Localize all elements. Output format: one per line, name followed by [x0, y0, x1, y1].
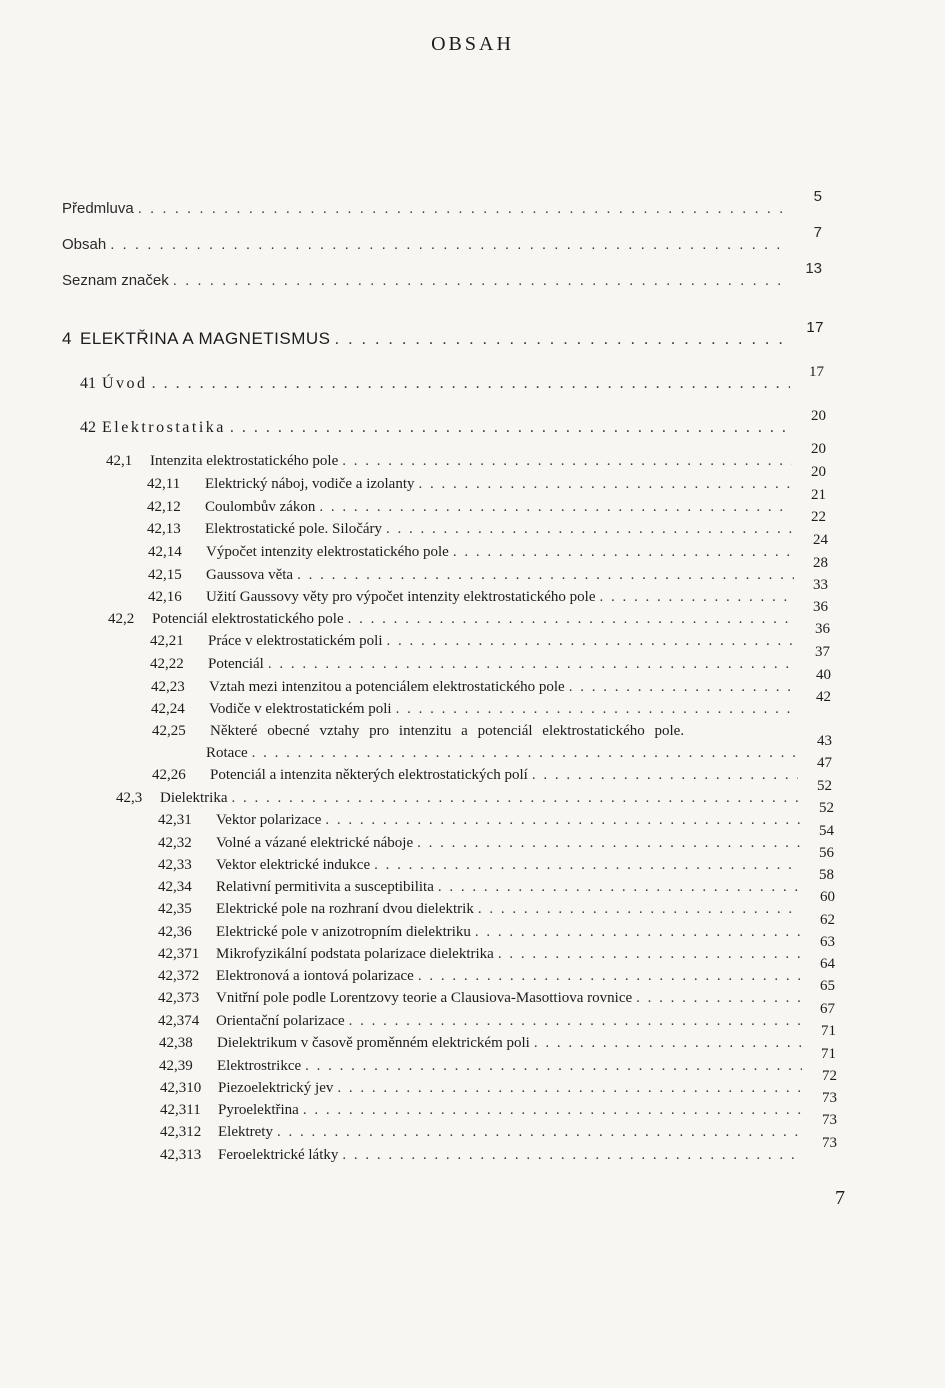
toc-entry-item: [158, 867, 834, 903]
toc-entry-number: 42,21: [150, 633, 184, 649]
dot-leader: [498, 946, 801, 963]
toc-entry-label: Dielektrika: [160, 790, 228, 806]
toc-entry-item: [158, 889, 835, 925]
toc-entry-item: [158, 978, 835, 1014]
toc-entry-number: 42,372: [158, 968, 200, 984]
toc-entry-number: 42,38: [159, 1035, 193, 1051]
toc-entry-label: Elektrostatika: [102, 419, 226, 436]
toc-entry-page: 17: [809, 364, 824, 380]
toc-entry-item: [158, 912, 835, 948]
dot-leader: [534, 1035, 802, 1052]
toc-entry-label: Pyroelektřina: [218, 1102, 299, 1118]
toc-entry-label: Relativní permitivita a susceptibilita: [216, 879, 434, 895]
toc-entry-item: [151, 667, 831, 703]
toc-entry-subsection: [106, 441, 826, 477]
toc-entry-number: 42,312: [160, 1124, 202, 1140]
toc-entry-page: 58: [819, 867, 834, 883]
toc-entry-page: 20: [811, 464, 826, 480]
toc-entry-number: 42,39: [159, 1058, 193, 1074]
toc-entry-page: 71: [821, 1023, 836, 1039]
toc-entry-item: [158, 956, 835, 992]
toc-entry-item: [150, 621, 830, 657]
dot-leader: [152, 375, 790, 393]
dot-leader: [532, 767, 798, 784]
toc-entry-page: 52: [817, 778, 832, 794]
toc-entry-page: 43: [817, 733, 832, 749]
toc-entry-label: ELEKTŘINA A MAGNETISMUS: [80, 329, 331, 348]
toc-entry-section: [80, 408, 826, 443]
toc-entry-label: Vektor elektrické indukce: [216, 857, 371, 873]
toc-entry-number: 42,34: [158, 879, 192, 895]
dot-leader: [268, 656, 796, 673]
dot-leader: [138, 200, 788, 217]
toc-entry-item: [160, 1090, 837, 1126]
toc-entry-label: Elektronová a iontová polarizace: [216, 968, 414, 984]
dot-leader: [599, 589, 794, 606]
toc-entry-page: 28: [813, 555, 828, 571]
toc-entry-number: 42,14: [148, 544, 182, 560]
dot-leader: [342, 1147, 803, 1164]
toc-entry-page: 63: [820, 934, 835, 950]
toc-entry-label: Některé obecné vztahy pro intenzitu a potenciál elektrostatického pole.: [210, 723, 685, 739]
toc-entry-label: Potenciál a intenzita některých elektrostatických polí: [210, 767, 528, 783]
toc-entry-item: [158, 1001, 835, 1037]
dot-leader: [417, 835, 800, 852]
dot-leader: [387, 633, 796, 650]
toc-entry-number: 42,3: [116, 790, 143, 806]
toc-entry-label: Feroelektrické látky: [218, 1147, 339, 1163]
toc-entry-label: Elektrety: [218, 1124, 273, 1140]
toc-entry-page: 24: [813, 532, 828, 548]
toc-entry-page: 67: [820, 1001, 835, 1017]
toc-entry-number: 42,373: [158, 990, 200, 1006]
toc-entry-page: 52: [819, 800, 834, 816]
page-number: 7: [835, 1187, 845, 1209]
toc-entry-number: 4: [62, 329, 72, 348]
toc-entry-page: 64: [820, 956, 835, 972]
toc-entry-page: 60: [820, 889, 835, 905]
toc-entry-page: 22: [811, 509, 826, 525]
toc-entry-page: 54: [819, 823, 834, 839]
dot-leader: [396, 701, 797, 718]
toc-entry-number: 42,35: [158, 901, 192, 917]
toc-entry-page: 65: [820, 978, 835, 994]
toc-entry-subsection: [116, 778, 832, 814]
toc-entry-number: 42,32: [158, 835, 192, 851]
dot-leader: [636, 990, 801, 1007]
toc-entry-number: 42,23: [151, 679, 185, 695]
toc-entry-label: Piezoelektrický jev: [218, 1080, 334, 1096]
toc-entry-continuation: [206, 733, 832, 769]
dot-leader: [230, 419, 792, 437]
toc-entry-item: [147, 464, 826, 500]
toc-entry-label: Obsah: [62, 236, 107, 253]
dot-leader: [319, 499, 792, 516]
toc-entry-item: [160, 1135, 837, 1171]
toc-entry-page: 20: [811, 408, 826, 424]
toc-entry-page: 56: [819, 845, 834, 861]
toc-entry-number: 42,371: [158, 946, 200, 962]
toc-entry-item: [158, 823, 834, 859]
toc-entry-page: 21: [811, 487, 826, 503]
toc-entry-label: Dielektrikum v časově proměnném elektrickém poli: [217, 1035, 530, 1051]
toc-entry-front-matter: [62, 260, 822, 296]
toc-entry-number: 42,33: [158, 857, 192, 873]
toc-entry-item: [147, 487, 826, 523]
toc-entry-label: Práce v elektrostatickém poli: [208, 633, 383, 649]
toc-entry-label: Elektrický náboj, vodiče a izolanty: [205, 476, 415, 492]
toc-entry-label: Coulombův zákon: [205, 499, 316, 515]
dot-leader: [305, 1058, 802, 1075]
toc-entry-page: 7: [813, 224, 822, 241]
toc-entry-item: [159, 1023, 836, 1059]
toc-entry-label: Mikrofyzikální podstata polarizace dielektrika: [216, 946, 494, 962]
toc-entry-number: 42,24: [151, 701, 185, 717]
toc-entry-item: [150, 644, 830, 680]
toc-entry-page: 20: [811, 441, 826, 457]
toc-entry-page: 73: [822, 1112, 837, 1128]
dot-leader: [419, 476, 792, 493]
toc-entry-number: 42,374: [158, 1013, 200, 1029]
toc-entry-item: [158, 845, 834, 881]
toc-entry-page: 42: [816, 689, 831, 705]
toc-entry-front-matter: [62, 188, 822, 224]
toc-entry-number: 42,1: [106, 453, 133, 469]
toc-entry-number: 42,2: [108, 611, 135, 627]
toc-entry-item: [148, 555, 828, 591]
dot-leader: [348, 611, 794, 628]
dot-leader: [438, 879, 800, 896]
toc-entry-label: Výpočet intenzity elektrostatického pole: [206, 544, 449, 560]
toc-entry-item: [158, 800, 834, 836]
toc-entry-page: 73: [822, 1090, 837, 1106]
toc-entry-item: [158, 934, 835, 970]
dot-leader: [252, 745, 798, 762]
dot-leader: [374, 857, 800, 874]
toc-entry-label: Elektrické pole v anizotropním dielektriku: [216, 924, 471, 940]
dot-leader: [337, 1080, 803, 1097]
toc-entry-page: 71: [821, 1046, 836, 1062]
toc-entry-number: 42,16: [148, 589, 182, 605]
toc-entry-number: 42,12: [147, 499, 181, 515]
page-title: OBSAH: [431, 33, 514, 55]
dot-leader: [569, 679, 797, 696]
toc-entry-item: [147, 509, 826, 545]
toc-entry-label: Orientační polarizace: [216, 1013, 345, 1029]
toc-entry-label: Elektrostatické pole. Siločáry: [205, 521, 383, 537]
toc-entry-number: 42,36: [158, 924, 192, 940]
toc-entry-item: [159, 1046, 836, 1082]
toc-entry-label: Vodiče v elektrostatickém poli: [209, 701, 392, 717]
toc-entry-page: 13: [805, 260, 822, 277]
toc-entry-label: Elektrické pole na rozhraní dvou dielektrik: [216, 901, 474, 917]
toc-entry-item: [148, 577, 828, 613]
dot-leader: [453, 544, 794, 561]
dot-leader: [386, 521, 792, 538]
toc-entry-label: Vektor polarizace: [216, 812, 322, 828]
toc-entry-page: 33: [813, 577, 828, 593]
toc-entry-label: Intenzita elektrostatického pole: [150, 453, 339, 469]
toc-entry-number: 42,26: [152, 767, 186, 783]
dot-leader: [342, 453, 792, 470]
dot-leader: [277, 1124, 803, 1141]
toc-entry-number: 42,13: [147, 521, 181, 537]
toc-entry-number: 42,15: [148, 567, 182, 583]
toc-entry-number: 42,310: [160, 1080, 202, 1096]
toc-entry-label: Rotace: [206, 745, 248, 761]
toc-entry-number: 41: [80, 375, 96, 392]
toc-entry-front-matter: [62, 224, 822, 260]
dot-leader: [335, 329, 790, 349]
toc-entry-item: [148, 532, 828, 568]
toc-entry-number: 42,313: [160, 1147, 202, 1163]
toc-entry-label: Gaussova věta: [206, 567, 294, 583]
dot-leader: [173, 272, 788, 289]
toc-entry-page: 36: [815, 621, 830, 637]
toc-entry-item: [160, 1068, 837, 1104]
toc-entry-page: 5: [813, 188, 822, 205]
toc-entry-item: [152, 723, 832, 747]
dot-leader: [110, 236, 788, 253]
dot-leader: [303, 1102, 803, 1119]
dot-leader: [349, 1013, 801, 1030]
toc-entry-label: Seznam značek: [62, 272, 169, 289]
toc-entry-number: 42,25: [152, 723, 186, 739]
toc-entry-number: 42,31: [158, 812, 192, 828]
toc-entry-label: Potenciál: [208, 656, 264, 672]
toc-entry-number: 42,22: [150, 656, 184, 672]
toc-entry-page: 73: [822, 1135, 837, 1151]
toc-entry-number: 42,311: [160, 1102, 201, 1118]
toc-entry-page: 40: [816, 667, 831, 683]
toc-entry-label: Potenciál elektrostatického pole: [152, 611, 344, 627]
toc-entry-section: [80, 364, 824, 399]
toc-entry-page: 36: [813, 599, 828, 615]
dot-leader: [418, 968, 801, 985]
dot-leader: [325, 812, 800, 829]
toc-entry-label: Užití Gaussovy věty pro výpočet intenzity elektrostatického pole: [206, 589, 596, 605]
toc-entry-label: Vnitřní pole podle Lorentzovy teorie a Clausiova-Masottiova rovnice: [216, 990, 633, 1006]
dot-leader: [475, 924, 801, 941]
toc-entry-number: 42: [80, 419, 96, 436]
toc-entry-label: Úvod: [102, 375, 148, 392]
toc-entry-page: 47: [817, 755, 832, 771]
dot-leader: [231, 790, 798, 807]
toc-entry-label: Volné a vázané elektrické náboje: [216, 835, 414, 851]
toc-entry-label: Elektrostrikce: [217, 1058, 302, 1074]
toc-entry-label: Vztah mezi intenzitou a potenciálem elektrostatického pole: [209, 679, 565, 695]
toc-entry-page: 62: [820, 912, 835, 928]
toc-entry-page: 37: [815, 644, 830, 660]
toc-entry-item: [152, 755, 832, 791]
toc-entry-page: 17: [806, 319, 824, 336]
toc-entry-subsection: [108, 599, 828, 635]
dot-leader: [478, 901, 801, 918]
toc-entry-page: 72: [822, 1068, 837, 1084]
toc-entry-chapter: [62, 319, 824, 353]
toc-entry-item: [151, 689, 831, 725]
toc-entry-number: 42,11: [147, 476, 181, 492]
dot-leader: [297, 567, 794, 584]
toc-entry-item: [160, 1112, 837, 1148]
toc-entry-label: Předmluva: [62, 200, 134, 217]
